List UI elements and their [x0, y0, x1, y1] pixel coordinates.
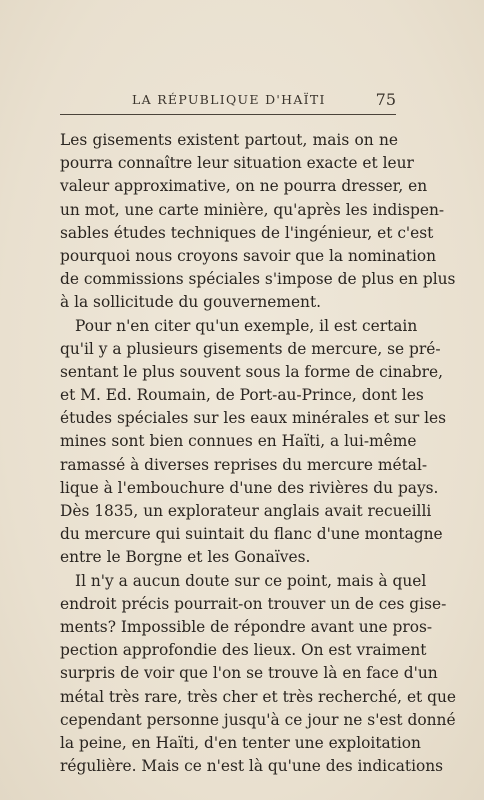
text-line: pection approfondie des lieux. On est vraiment — [60, 641, 427, 660]
text-line: métal très rare, très cher et très recherché, et que — [60, 687, 457, 706]
text-line: sables études techniques de l'ingénieur, et c'est — [60, 223, 434, 242]
page-number: 75 — [375, 90, 396, 109]
text-line: entre le Borgne et les Gonaïves. — [60, 548, 311, 567]
text-line: Dès 1835, un explorateur anglais avait recueilli — [60, 502, 432, 520]
text-line: pourquoi nous croyons savoir que la nomination — [60, 246, 437, 265]
running-title: LA RÉPUBLIQUE D'HAÏTI — [132, 92, 326, 107]
text-line: études spéciales sur les eaux minérales et sur les — [60, 409, 447, 428]
text-line: Il n'y a aucun doute sur ce point, mais à quel — [75, 571, 427, 590]
text-line: ramassé à diverses reprises du mercure métal- — [60, 455, 428, 474]
page-header — [60, 92, 396, 115]
text-line: cependant personne jusqu'à ce jour ne s'est donné — [60, 710, 456, 729]
text-line: ments? Impossible de répondre avant une pros- — [60, 617, 433, 636]
text-line: à la sollicitude du gouvernement. — [60, 293, 322, 312]
text-line: un mot, une carte minière, qu'après les indispen- — [60, 200, 445, 219]
text-line: mines sont bien connues en Haïti, a lui-même — [60, 432, 417, 451]
text-line: pourra connaître leur situation exacte et leur — [60, 154, 414, 173]
text-line: régulière. Mais ce n'est là qu'une des indications — [60, 757, 444, 776]
text-line: et M. Ed. Roumain, de Port-au-Prince, dont les — [60, 386, 424, 405]
text-line: Les gisements existent partout, mais on ne — [60, 131, 398, 149]
text-line: valeur approximative, on ne pourra dresser, en — [60, 177, 428, 196]
text-line: la peine, en Haïti, d'en tenter une exploitation — [60, 733, 421, 752]
text-line: endroit précis pourrait-on trouver un de ces gise- — [60, 594, 447, 613]
text-line: surpris de voir que l'on se trouve là en face d'un — [60, 664, 438, 683]
text-line: lique à l'embouchure d'une des rivières du pays. — [60, 478, 439, 497]
text-line: Pour n'en citer qu'un exemple, il est certain — [75, 316, 418, 335]
text-line: sentant le plus souvent sous la forme de cinabre, — [60, 362, 443, 381]
text-line: du mercure qui suintait du flanc d'une montagne — [60, 525, 443, 544]
body-text — [60, 129, 457, 778]
text-line: qu'il y a plusieurs gisements de mercure, se pré- — [60, 339, 441, 358]
text-line: de commissions spéciales s'impose de plus en plus — [60, 270, 456, 289]
